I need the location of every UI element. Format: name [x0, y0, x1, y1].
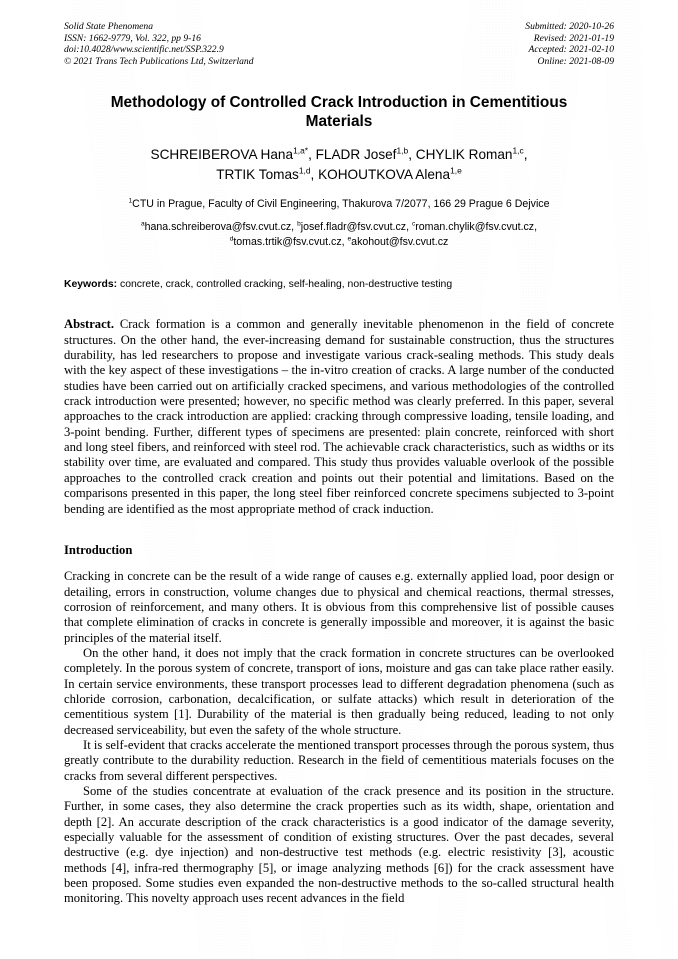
accepted-date: Accepted: 2021-02-10 [528, 44, 614, 56]
author-affiliation-marker: 1,d [298, 165, 311, 176]
author-line-1: SCHREIBEROVA Hana$^{1,a*}$, FLADR Josef$^{1,b}$, CHYLIK Roman$^{1,c}$, [150, 145, 528, 163]
journal-header-left [64, 21, 254, 67]
abstract-text: Crack formation is a common and generally inevitable phenomenon in the field of concrete structures. On the other hand, the ever-increasing demand for sustainable construction, thus the structures durability, has led researchers to propose and investigate various crack-sealing methods. This study deals with the key aspect of these investigations – the in-vitro creation of cracks. A large number of the conducted studies have been carried out on artificially cracked specimens, and various methodologies of the controlled crack introduction were presented; however, no specific method was clearly preferred. In this paper, several approaches to the crack introduction are applied: cracking through compressive loading, tensile loading, and 3-point bending. Further, different types of specimens are presented: plain concrete, reinforced with short and long steel fibers, and reinforced with steel rod. The achievable crack characteristics, such as widths or its stability over time, are evaluated and compared. This study thus provides valuable overlook of the possible approaches to the controlled crack creation and points out their potential and limitations. Based on the comparisons presented in this paper, the long steel fiber reinforced concrete specimens subjected to 3-point bending are identified as the most appropriate method of crack induction. [64, 317, 614, 516]
introduction-paragraph: Some of the studies concentrate at evaluation of the crack presence and its position in the structure. Further, in some cases, they also determine the crack properties such as its width, shape, orientation and depth [2]. An accurate description of the crack characteristics is a good indicator of the damage severity, especially valuable for the assessment of condition of existing structures. Over the past decades, several destructive (e.g. dye injection) and non-destructive test methods (e.g. electric resistivity [3], acoustic methods [4], infra-red thermography [5], or image analyzing methods [6]) for the crack assessment have been proposed. Some studies even expanded the non-destructive methods to the so-called structural health monitoring. This novelty approach uses recent advances in the field [64, 784, 614, 906]
author-name: CHYLIK Roman [415, 147, 513, 163]
email-marker: c [411, 220, 416, 228]
email-address[interactable]: akohout@fsv.cvut.cz [351, 236, 449, 249]
paper-page [64, 0, 614, 907]
email-line-1: $^a$hana.schreiberova@fsv.cvut.cz, $^b$josef.fladr@fsv.cvut.cz, $^c$roman.chylik@fsv.cvut.cz, [140, 220, 538, 234]
revised-date: Revised: 2021-01-19 [533, 32, 614, 44]
author-name: KOHOUTKOVA Alena [318, 166, 451, 182]
email-line-2: $^d$tomas.trtik@fsv.cvut.cz, $^e$akohout@fsv.cvut.cz [229, 235, 449, 249]
keywords-label: Keywords: [64, 279, 118, 291]
author-name: TRTIK Tomas [216, 166, 299, 182]
affiliation [64, 197, 614, 211]
page-title: Methodology of Controlled Crack Introduction in Cementitious Materials [110, 94, 568, 131]
section-heading-introduction: Introduction [64, 542, 133, 557]
author-affiliation-marker: 1,e [450, 165, 462, 176]
author-affiliation-marker: 1,c [512, 145, 524, 156]
author-name: FLADR Josef [315, 147, 397, 163]
introduction-paragraph: It is self-evident that cracks accelerate the mentioned transport processes through the porous system, thus greatly contribute to the durability reduction. Research in the field of cementitious materials focuses on the cracks from several different perspectives. [64, 737, 614, 783]
journal-issn-volume: ISSN: 1662-9779, Vol. 322, pp 9-16 [64, 32, 201, 44]
abstract [64, 317, 614, 516]
affiliation-marker: 1 [128, 197, 133, 205]
author-name: SCHREIBEROVA Hana [150, 147, 294, 163]
journal-header [64, 21, 614, 67]
author-affiliation-marker: 1,b [396, 145, 409, 156]
keywords-value: concrete, crack, controlled cracking, self-healing, non-destructive testing [120, 279, 453, 291]
author-list [72, 145, 606, 184]
affiliation-text: CTU in Prague, Faculty of Civil Engineering, Thakurova 7/2077, 166 29 Prague 6 Dejvice [132, 198, 550, 211]
email-marker: d [229, 235, 234, 243]
journal-doi: doi:10.4028/www.scientific.net/SSP.322.9 [64, 44, 224, 56]
email-address[interactable]: roman.chylik@fsv.cvut.cz [415, 221, 535, 234]
email-marker: a [140, 220, 145, 228]
email-marker: e [347, 235, 352, 243]
email-address[interactable]: tomas.trtik@fsv.cvut.cz [233, 236, 342, 249]
email-marker: b [297, 220, 301, 228]
abstract-label: Abstract. [64, 317, 115, 332]
email-address[interactable]: josef.fladr@fsv.cvut.cz [300, 221, 407, 234]
journal-copyright: © 2021 Trans Tech Publications Ltd, Switzerland [64, 55, 254, 67]
author-emails [82, 220, 596, 250]
introduction-paragraph: Cracking in concrete can be the result of a wide range of causes e.g. externally applied load, poor design or detailing, errors in construction, volume changes due to physical and chemical reactions, thermal stresses, corrosion of reinforcement, and many others. It is obvious from this comprehensive list of possible causes that complete elimination of cracks in concrete is generally impossible and moreover, it is against the basic principles of the material itself. [64, 569, 614, 645]
online-date: Online: 2021-08-09 [537, 55, 614, 67]
keywords [64, 278, 614, 292]
journal-name: Solid State Phenomena [64, 21, 153, 32]
introduction-paragraph: On the other hand, it does not imply that the crack formation in concrete structures can be overlooked completely. In the porous system of concrete, transport of ions, moisture and gas can take place rather easily. In certain service environments, these transport processes lead to different degradation phenomena (such as chloride corrosion, carbonation, decalcification, or sulfate attacks) which result in deterioration of the cementitious system [1]. Durability of the material is then gradually being reduced, leading to not only decreased serviceability, but even the safety of the whole structure. [64, 645, 614, 737]
introduction-body [64, 569, 614, 907]
author-affiliation-marker: 1,a* [293, 145, 309, 156]
email-address[interactable]: hana.schreiberova@fsv.cvut.cz [144, 221, 292, 234]
author-line-2: TRTIK Tomas$^{1,d}$, KOHOUTKOVA Alena$^{1,e}$ [216, 165, 462, 182]
submitted-date: Submitted: 2020-10-26 [525, 21, 614, 32]
journal-header-right [525, 21, 614, 67]
